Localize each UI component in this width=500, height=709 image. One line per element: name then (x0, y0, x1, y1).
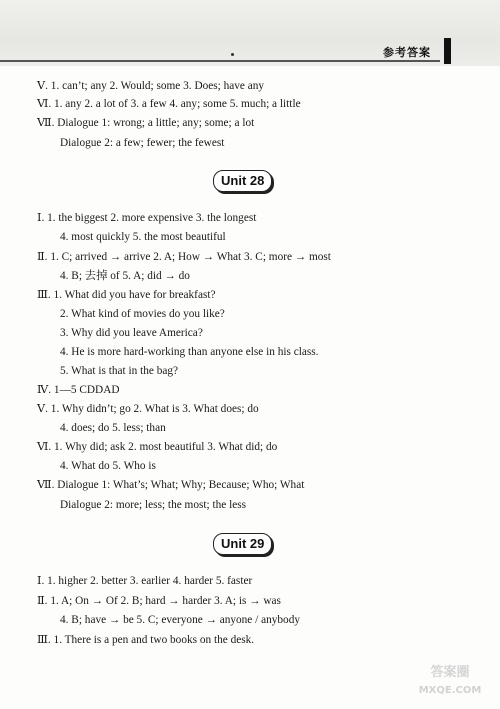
answer-line: Ⅵ. 1. Why did; ask 2. most beautiful 3. What did; do (37, 441, 278, 453)
answer-line: 4. He is more hard-working than anyone else in his class. (60, 346, 319, 358)
answer-line: 4. most quickly 5. the most beautiful (60, 231, 226, 243)
answer-line: Ⅶ. Dialogue 1: What’s; What; Why; Because; Who; What (37, 479, 305, 491)
answer-line: Ⅴ. 1. can’t; any 2. Would; some 3. Does; have any (37, 80, 265, 92)
answer-line: Dialogue 2: a few; fewer; the fewest (60, 137, 225, 149)
header-title: 参考答案 (383, 46, 431, 59)
answer-line: 2. What kind of movies do you like? (60, 308, 225, 320)
answer-line: Ⅴ. 1. Why didn’t; go 2. What is 3. What does; do (37, 403, 259, 415)
watermark-url: MXQE.COM (418, 685, 482, 696)
answer-line: Ⅲ. 1. There is a pen and two books on the desk. (37, 634, 255, 646)
header-dot (231, 53, 234, 56)
answer-line: Ⅰ. 1. the biggest 2. more expensive 3. the longest (37, 212, 257, 224)
unit-29-badge: Unit 29 (213, 533, 272, 555)
answer-line: 5. What is that in the bag? (60, 365, 179, 377)
answer-line: Dialogue 2: more; less; the most; the less (60, 499, 247, 511)
answer-line: Ⅳ. 1—5 CDDAD (37, 384, 120, 396)
answer-line: Ⅱ. 1. C; arrived → arrive 2. A; How → What 3. C; more → most (37, 251, 331, 263)
watermark-text: 答案圈 (430, 665, 470, 680)
answer-line: 4. B; 去掉 of 5. A; did → do (60, 270, 190, 282)
answer-line: 4. What do 5. Who is (60, 460, 156, 472)
watermark-logo (410, 664, 490, 704)
answer-line: 4. does; do 5. less; than (60, 422, 166, 434)
answer-line: Ⅶ. Dialogue 1: wrong; a little; any; some; a lot (37, 117, 255, 129)
unit-28-badge: Unit 28 (213, 170, 272, 192)
answer-line: Ⅰ. 1. higher 2. better 3. earlier 4. harder 5. faster (37, 575, 253, 587)
answer-line: 3. Why did you leave America? (60, 327, 203, 339)
header-rule (0, 60, 440, 62)
answer-line: Ⅲ. 1. What did you have for breakfast? (37, 289, 216, 301)
answer-line: 4. B; have → be 5. C; everyone → anyone / anybody (60, 614, 301, 626)
answer-line: Ⅵ. 1. any 2. a lot of 3. a few 4. any; some 5. much; a little (37, 98, 301, 110)
answer-line: Ⅱ. 1. A; On → Of 2. B; hard → harder 3. A; is → was (37, 595, 281, 607)
header-bar (444, 38, 451, 64)
